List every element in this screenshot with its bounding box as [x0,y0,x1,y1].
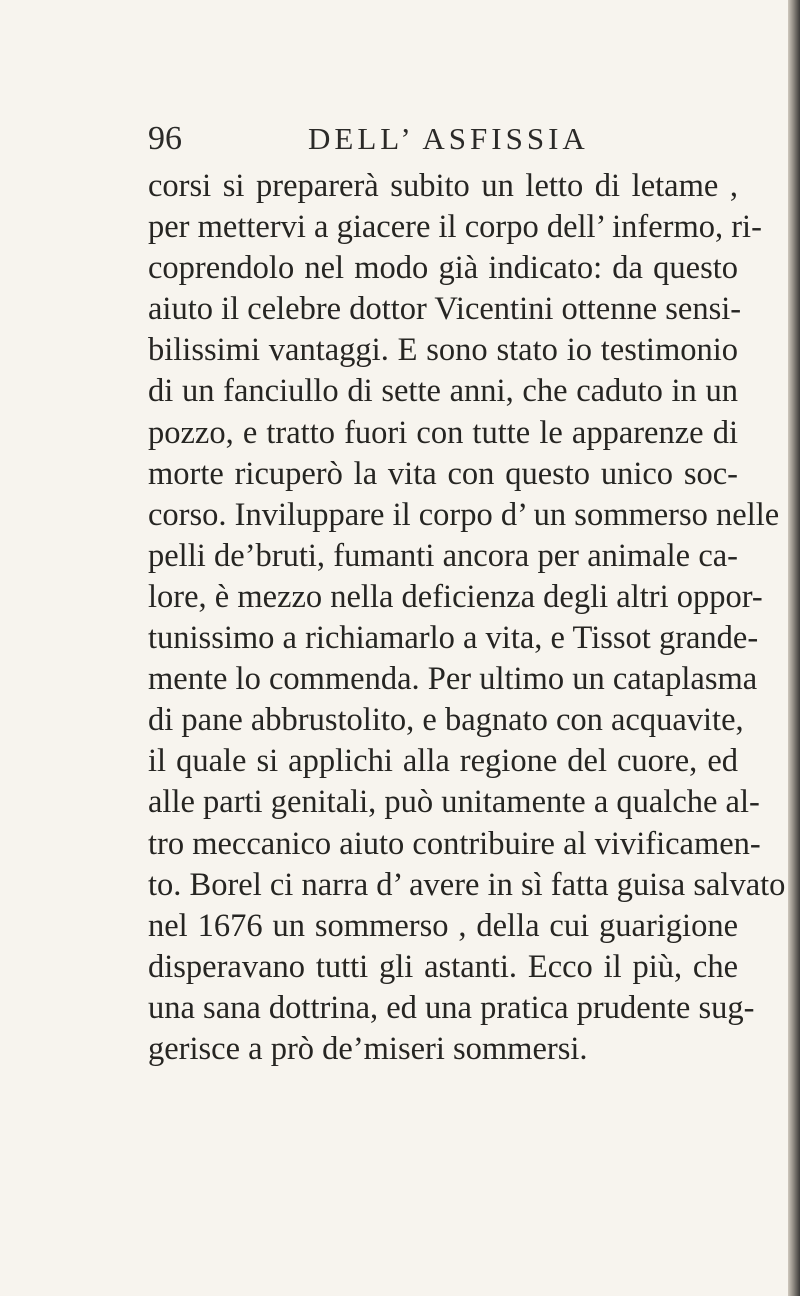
text-line: pelli de’bruti, fumanti ancora per animale ca- [148,537,738,574]
text-line: alle parti genitali, può unitamente a qualche al- [148,784,760,821]
text-line: lore, è mezzo nella deficienza degli altri oppor- [148,578,763,615]
text-line: tunissimo a richiamarlo a vita, e Tissot grande- [148,620,759,657]
text-line: coprendolo nel modo già indicato: da questo [148,250,738,287]
text-line: il quale si applichi alla regione del cuore, ed [148,743,738,780]
text-line: di pane abbrustolito, e bagnato con acquavite, [148,702,744,739]
text-line: to. Borel ci narra d’ avere in sì fatta guisa salvato [148,866,786,903]
text-line-last: gerisce a prò de’miseri sommersi. [148,1030,588,1067]
text-line: disperavano tutti gli astanti. Ecco il più, che [148,948,738,985]
text-line: bilissimi vantaggi. E sono stato io testimonio [148,332,738,369]
running-head: DELL’ ASFISSIA [308,121,589,156]
text-line: corsi si preparerà subito un letto di letame , [148,168,738,204]
text-line: morte ricuperò la vita con questo unico soc- [148,455,738,492]
text-line: mente lo commenda. Per ultimo un cataplasma [148,661,758,698]
text-line: aiuto il celebre dottor Vicentini ottenne sensi- [148,291,742,328]
text-line: una sana dottrina, ed una pratica prudente sug- [148,989,755,1026]
text-line: tro meccanico aiuto contribuire al vivificamen- [148,825,761,862]
text-line: per mettervi a giacere il corpo dell’ infermo, ri- [148,209,762,246]
body-text [148,166,786,1070]
text-line: di un fanciullo di sette anni, che caduto in un [148,373,738,410]
text-line: nel 1676 un sommerso , della cui guarigione [148,907,738,944]
text-line: pozzo, e tratto fuori con tutte le apparenze di [148,414,738,451]
page-number: 96 [148,120,182,157]
text-line: corso. Inviluppare il corpo d’ un sommerso nelle [148,496,780,533]
page-edge [788,0,800,1296]
